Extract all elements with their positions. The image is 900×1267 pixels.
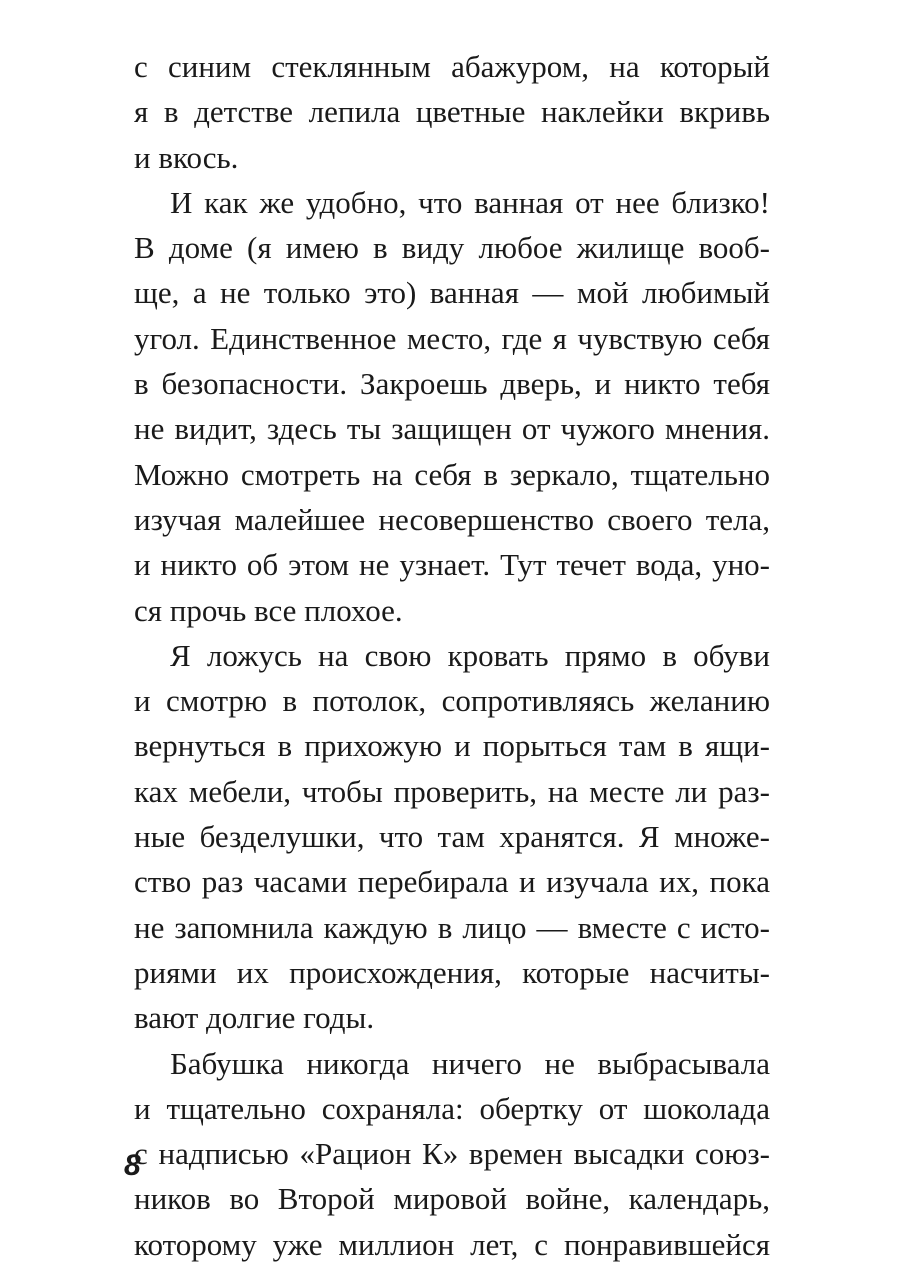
- text-line: ще, а не только это) ванная — мой любимый: [134, 275, 770, 311]
- text-line: ся прочь все плохое.: [134, 592, 403, 628]
- text-line: ников во Второй мировой войне, календарь,: [134, 1181, 770, 1217]
- text-line: в безопасности. Закроешь дверь, и никто тебя: [134, 366, 770, 402]
- text-line: не запомнила каждую в лицо — вместе с исто-: [134, 909, 770, 945]
- text-line: Можно смотреть на себя в зеркало, тщательно: [134, 456, 770, 492]
- text-line: и смотрю в потолок, сопротивляясь желанию: [134, 683, 770, 719]
- text-line: с синим стеклянным абажуром, на который: [134, 49, 770, 84]
- text-line: вернуться в прихожую и порыться там в ящи-: [134, 728, 770, 764]
- text-line: В доме (я имею в виду любое жилище вооб-: [134, 230, 770, 266]
- text-line: с надписью «Рацион К» времен высадки союз-: [134, 1136, 770, 1172]
- text-line: и никто об этом не узнает. Тут течет вода, уно-: [134, 547, 770, 583]
- text-line: И как же удобно, что ванная от нее близко!: [170, 184, 770, 220]
- page-number: 8: [124, 1149, 141, 1182]
- text-line: не видит, здесь ты защищен от чужого мнения.: [134, 411, 770, 447]
- text-line: Я ложусь на свою кровать прямо в обуви: [170, 637, 770, 673]
- text-line: риями их происхождения, которые насчиты-: [134, 954, 770, 990]
- text-line: угол. Единственное место, где я чувствую себя: [134, 320, 770, 356]
- text-line: ные безделушки, что там хранятся. Я множе-: [134, 819, 770, 855]
- text-line: вают долгие годы.: [134, 1000, 375, 1036]
- text-line: и вкось.: [134, 139, 239, 175]
- text-line: которому уже миллион лет, с понравившейся: [134, 1226, 770, 1262]
- body-text: [134, 44, 770, 1267]
- text-line: и тщательно сохраняла: обертку от шоколада: [134, 1090, 770, 1126]
- text-line: изучая малейшее несовершенство своего тела,: [134, 501, 770, 537]
- text-line: Бабушка никогда ничего не выбрасывала: [170, 1045, 770, 1081]
- text-line: я в детстве лепила цветные наклейки вкривь: [134, 94, 770, 130]
- text-line: ство раз часами перебирала и изучала их, пока: [134, 864, 770, 900]
- text-line: ках мебели, чтобы проверить, на месте ли раз-: [134, 773, 770, 809]
